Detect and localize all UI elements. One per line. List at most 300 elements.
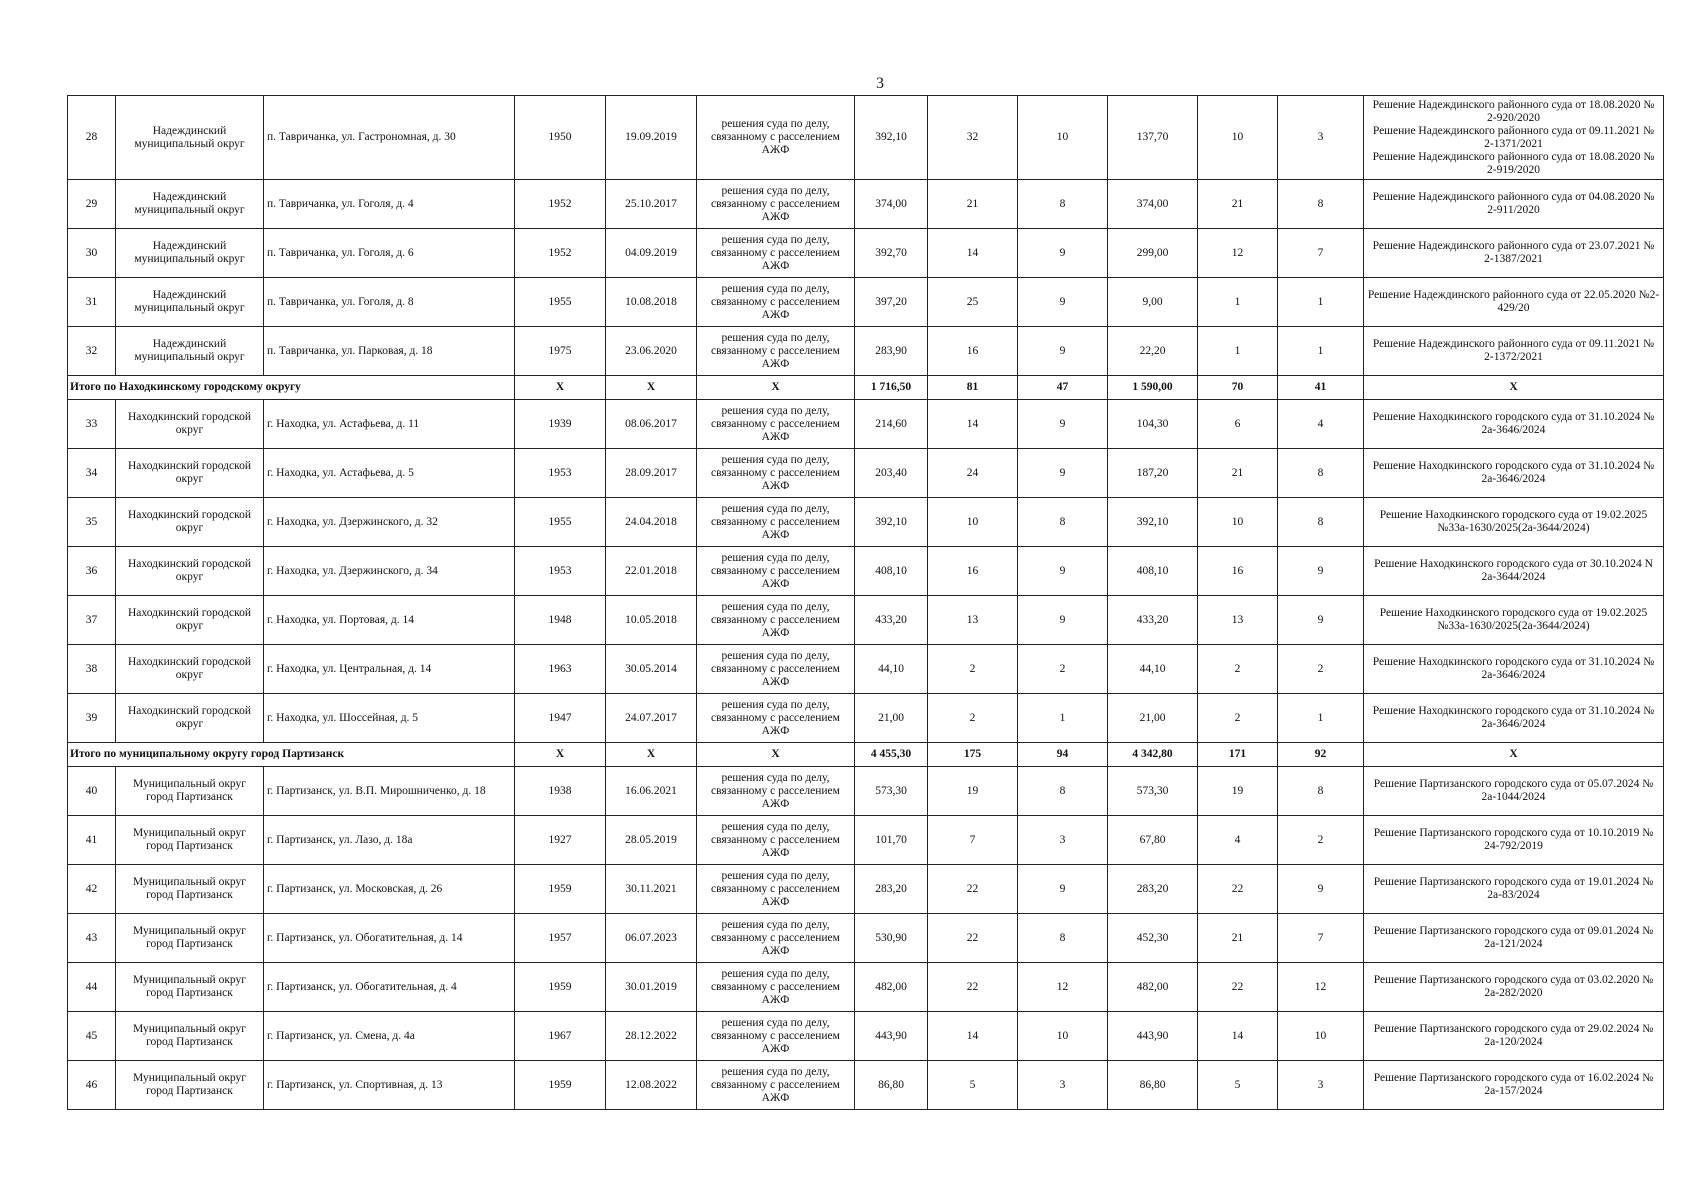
cell-basis: решения суда по делу, связанному с расселением АЖФ xyxy=(697,645,855,694)
cell-rooms-total: 8 xyxy=(1018,180,1108,229)
subtotal-area-total: 1 716,50 xyxy=(855,376,928,400)
cell-recognition-date: 24.04.2018 xyxy=(606,498,697,547)
cell-rooms-total: 9 xyxy=(1018,278,1108,327)
cell-residents-resettle: 12 xyxy=(1198,229,1278,278)
cell-year-built: 1975 xyxy=(515,327,606,376)
cell-municipality: Муниципальный округ город Партизанск xyxy=(116,914,264,963)
cell-basis: решения суда по делу, связанному с расселением АЖФ xyxy=(697,180,855,229)
subtotal-recognition-date: X xyxy=(606,376,697,400)
subtotal-row xyxy=(68,376,1664,400)
table-row xyxy=(68,327,1664,376)
cell-residents-total: 19 xyxy=(928,767,1018,816)
cell-court-decision xyxy=(1364,229,1664,278)
cell-recognition-date: 12.08.2022 xyxy=(606,1061,697,1110)
cell-year-built: 1953 xyxy=(515,449,606,498)
cell-row-number: 29 xyxy=(68,180,116,229)
cell-rooms-total: 8 xyxy=(1018,498,1108,547)
court-decision-text: Решение Находкинского городского суда от 31.10.2024 № 2а-3646/2024 xyxy=(1372,411,1655,436)
cell-area-total: 283,20 xyxy=(855,865,928,914)
cell-court-decision xyxy=(1364,816,1664,865)
cell-area-total: 203,40 xyxy=(855,449,928,498)
court-decision-text: Решение Партизанского городского суда от 10.10.2019 № 24-792/2019 xyxy=(1373,827,1654,852)
cell-address: г. Находка, ул. Портовая, д. 14 xyxy=(264,596,515,645)
cell-year-built: 1963 xyxy=(515,645,606,694)
cell-residents-resettle: 19 xyxy=(1198,767,1278,816)
cell-rooms-resettle: 8 xyxy=(1278,180,1364,229)
cell-row-number: 44 xyxy=(68,963,116,1012)
cell-residents-resettle: 10 xyxy=(1198,96,1278,180)
table-row xyxy=(68,694,1664,743)
cell-court-decision xyxy=(1364,645,1664,694)
cell-address: г. Находка, ул. Дзержинского, д. 34 xyxy=(264,547,515,596)
court-decision-text: Решение Надеждинского районного суда от 04.08.2020 № 2-911/2020 xyxy=(1372,191,1655,216)
cell-basis: решения суда по делу, связанному с расселением АЖФ xyxy=(697,278,855,327)
cell-year-built: 1947 xyxy=(515,694,606,743)
cell-basis: решения суда по делу, связанному с расселением АЖФ xyxy=(697,327,855,376)
subtotal-area-total: 4 455,30 xyxy=(855,743,928,767)
cell-municipality: Находкинский городской округ xyxy=(116,645,264,694)
cell-area-total: 392,10 xyxy=(855,498,928,547)
cell-address: п. Тавричанка, ул. Гоголя, д. 6 xyxy=(264,229,515,278)
cell-residents-total: 16 xyxy=(928,547,1018,596)
table-row xyxy=(68,180,1664,229)
subtotal-year-built: X xyxy=(515,743,606,767)
cell-municipality: Муниципальный округ город Партизанск xyxy=(116,963,264,1012)
cell-basis: решения суда по делу, связанному с расселением АЖФ xyxy=(697,596,855,645)
cell-year-built: 1939 xyxy=(515,400,606,449)
cell-row-number: 43 xyxy=(68,914,116,963)
cell-recognition-date: 28.12.2022 xyxy=(606,1012,697,1061)
subtotal-basis: X xyxy=(697,743,855,767)
court-decision-text: Решение Надеждинского районного суда от 23.07.2021 № 2-1387/2021 xyxy=(1372,240,1655,265)
cell-row-number: 41 xyxy=(68,816,116,865)
subtotal-area-resettle: 1 590,00 xyxy=(1108,376,1198,400)
cell-area-resettle: 22,20 xyxy=(1108,327,1198,376)
cell-residents-total: 25 xyxy=(928,278,1018,327)
cell-address: г. Находка, ул. Астафьева, д. 11 xyxy=(264,400,515,449)
cell-address: г. Находка, ул. Дзержинского, д. 32 xyxy=(264,498,515,547)
table-row xyxy=(68,1061,1664,1110)
cell-rooms-total: 3 xyxy=(1018,816,1108,865)
subtotal-rooms-resettle: 41 xyxy=(1278,376,1364,400)
cell-court-decision xyxy=(1364,278,1664,327)
cell-residents-total: 13 xyxy=(928,596,1018,645)
cell-municipality: Надеждинский муниципальный округ xyxy=(116,278,264,327)
court-decision-text: Решение Партизанского городского суда от 05.07.2024 № 2а-1044/2024 xyxy=(1373,778,1654,803)
cell-area-resettle: 452,30 xyxy=(1108,914,1198,963)
cell-year-built: 1955 xyxy=(515,278,606,327)
cell-row-number: 40 xyxy=(68,767,116,816)
subtotal-rooms-resettle: 92 xyxy=(1278,743,1364,767)
cell-recognition-date: 30.11.2021 xyxy=(606,865,697,914)
cell-residents-resettle: 2 xyxy=(1198,645,1278,694)
cell-residents-total: 22 xyxy=(928,963,1018,1012)
page-number: 3 xyxy=(876,75,884,92)
cell-area-resettle: 443,90 xyxy=(1108,1012,1198,1061)
cell-year-built: 1938 xyxy=(515,767,606,816)
cell-row-number: 33 xyxy=(68,400,116,449)
cell-court-decision xyxy=(1364,1012,1664,1061)
cell-residents-resettle: 21 xyxy=(1198,449,1278,498)
cell-year-built: 1950 xyxy=(515,96,606,180)
cell-residents-resettle: 14 xyxy=(1198,1012,1278,1061)
cell-rooms-resettle: 7 xyxy=(1278,914,1364,963)
cell-municipality: Надеждинский муниципальный округ xyxy=(116,327,264,376)
cell-residents-total: 22 xyxy=(928,865,1018,914)
court-decision-text: Решение Партизанского городского суда от 19.01.2024 № 2а-83/2024 xyxy=(1373,876,1654,901)
cell-rooms-resettle: 1 xyxy=(1278,694,1364,743)
court-decision-text: Решение Находкинского городского суда от 19.02.2025 №33а-1630/2025(2а-3644/2024) xyxy=(1379,509,1648,534)
cell-recognition-date: 28.05.2019 xyxy=(606,816,697,865)
cell-area-total: 433,20 xyxy=(855,596,928,645)
table-row xyxy=(68,816,1664,865)
cell-rooms-total: 9 xyxy=(1018,327,1108,376)
cell-residents-resettle: 13 xyxy=(1198,596,1278,645)
cell-residents-resettle: 22 xyxy=(1198,963,1278,1012)
cell-row-number: 35 xyxy=(68,498,116,547)
table-row xyxy=(68,767,1664,816)
subtotal-court-decision: X xyxy=(1364,376,1664,400)
cell-area-resettle: 44,10 xyxy=(1108,645,1198,694)
table-row xyxy=(68,278,1664,327)
cell-rooms-resettle: 7 xyxy=(1278,229,1364,278)
cell-court-decision xyxy=(1364,914,1664,963)
cell-rooms-total: 10 xyxy=(1018,1012,1108,1061)
subtotal-residents-total: 175 xyxy=(928,743,1018,767)
subtotal-label: Итого по муниципальному округу город Партизанск xyxy=(68,743,515,767)
cell-residents-resettle: 22 xyxy=(1198,865,1278,914)
cell-rooms-total: 9 xyxy=(1018,865,1108,914)
cell-row-number: 46 xyxy=(68,1061,116,1110)
court-decision-text: Решение Надеждинского районного суда от 18.08.2020 № 2-919/2020 xyxy=(1372,150,1655,176)
cell-rooms-resettle: 8 xyxy=(1278,449,1364,498)
cell-area-total: 443,90 xyxy=(855,1012,928,1061)
cell-rooms-total: 12 xyxy=(1018,963,1108,1012)
cell-row-number: 32 xyxy=(68,327,116,376)
cell-rooms-total: 1 xyxy=(1018,694,1108,743)
cell-row-number: 39 xyxy=(68,694,116,743)
cell-area-total: 86,80 xyxy=(855,1061,928,1110)
cell-rooms-resettle: 10 xyxy=(1278,1012,1364,1061)
table-row xyxy=(68,914,1664,963)
cell-area-resettle: 299,00 xyxy=(1108,229,1198,278)
cell-recognition-date: 08.06.2017 xyxy=(606,400,697,449)
cell-residents-resettle: 1 xyxy=(1198,278,1278,327)
cell-residents-resettle: 1 xyxy=(1198,327,1278,376)
cell-rooms-resettle: 3 xyxy=(1278,96,1364,180)
cell-area-resettle: 283,20 xyxy=(1108,865,1198,914)
court-decision-text: Решение Партизанского городского суда от 16.02.2024 № 2а-157/2024 xyxy=(1373,1072,1654,1097)
subtotal-basis: X xyxy=(697,376,855,400)
cell-basis: решения суда по делу, связанному с расселением АЖФ xyxy=(697,694,855,743)
cell-rooms-total: 8 xyxy=(1018,767,1108,816)
cell-area-total: 21,00 xyxy=(855,694,928,743)
cell-row-number: 38 xyxy=(68,645,116,694)
cell-rooms-total: 9 xyxy=(1018,596,1108,645)
cell-area-resettle: 392,10 xyxy=(1108,498,1198,547)
cell-row-number: 30 xyxy=(68,229,116,278)
cell-residents-resettle: 21 xyxy=(1198,914,1278,963)
table-row xyxy=(68,449,1664,498)
cell-area-resettle: 573,30 xyxy=(1108,767,1198,816)
cell-rooms-total: 2 xyxy=(1018,645,1108,694)
cell-recognition-date: 22.01.2018 xyxy=(606,547,697,596)
cell-year-built: 1957 xyxy=(515,914,606,963)
cell-municipality: Муниципальный округ город Партизанск xyxy=(116,816,264,865)
cell-row-number: 42 xyxy=(68,865,116,914)
cell-area-total: 283,90 xyxy=(855,327,928,376)
cell-address: г. Партизанск, ул. Спортивная, д. 13 xyxy=(264,1061,515,1110)
subtotal-rooms-total: 94 xyxy=(1018,743,1108,767)
cell-residents-total: 14 xyxy=(928,1012,1018,1061)
subtotal-court-decision: X xyxy=(1364,743,1664,767)
cell-area-resettle: 433,20 xyxy=(1108,596,1198,645)
cell-rooms-resettle: 2 xyxy=(1278,645,1364,694)
cell-area-total: 397,20 xyxy=(855,278,928,327)
cell-rooms-total: 9 xyxy=(1018,547,1108,596)
cell-court-decision xyxy=(1364,596,1664,645)
cell-basis: решения суда по делу, связанному с расселением АЖФ xyxy=(697,767,855,816)
court-decision-text: Решение Надеждинского районного суда от 18.08.2020 № 2-920/2020 xyxy=(1372,98,1655,124)
cell-basis: решения суда по делу, связанному с расселением АЖФ xyxy=(697,96,855,180)
subtotal-area-resettle: 4 342,80 xyxy=(1108,743,1198,767)
cell-basis: решения суда по делу, связанному с расселением АЖФ xyxy=(697,400,855,449)
cell-year-built: 1953 xyxy=(515,547,606,596)
court-decision-text: Решение Находкинского городского суда от 31.10.2024 № 2а-3646/2024 xyxy=(1372,705,1655,730)
cell-basis: решения суда по делу, связанному с расселением АЖФ xyxy=(697,498,855,547)
cell-year-built: 1955 xyxy=(515,498,606,547)
cell-area-total: 392,70 xyxy=(855,229,928,278)
cell-row-number: 37 xyxy=(68,596,116,645)
cell-area-resettle: 374,00 xyxy=(1108,180,1198,229)
cell-residents-resettle: 2 xyxy=(1198,694,1278,743)
cell-rooms-total: 9 xyxy=(1018,449,1108,498)
cell-row-number: 28 xyxy=(68,96,116,180)
cell-area-total: 374,00 xyxy=(855,180,928,229)
cell-residents-resettle: 6 xyxy=(1198,400,1278,449)
court-decision-text: Решение Находкинского городского суда от 31.10.2024 № 2а-3646/2024 xyxy=(1372,656,1655,681)
cell-rooms-resettle: 9 xyxy=(1278,865,1364,914)
cell-year-built: 1959 xyxy=(515,865,606,914)
table-row xyxy=(68,400,1664,449)
cell-year-built: 1952 xyxy=(515,180,606,229)
cell-area-resettle: 137,70 xyxy=(1108,96,1198,180)
cell-address: г. Находка, ул. Астафьева, д. 5 xyxy=(264,449,515,498)
table-row xyxy=(68,963,1664,1012)
cell-area-total: 44,10 xyxy=(855,645,928,694)
cell-area-total: 530,90 xyxy=(855,914,928,963)
cell-basis: решения суда по делу, связанному с расселением АЖФ xyxy=(697,865,855,914)
cell-area-total: 573,30 xyxy=(855,767,928,816)
subtotal-residents-resettle: 171 xyxy=(1198,743,1278,767)
cell-municipality: Муниципальный округ город Партизанск xyxy=(116,1061,264,1110)
cell-area-total: 214,60 xyxy=(855,400,928,449)
cell-address: г. Партизанск, ул. Обогатительная, д. 4 xyxy=(264,963,515,1012)
cell-area-resettle: 21,00 xyxy=(1108,694,1198,743)
cell-year-built: 1927 xyxy=(515,816,606,865)
cell-rooms-resettle: 9 xyxy=(1278,547,1364,596)
cell-area-resettle: 482,00 xyxy=(1108,963,1198,1012)
cell-municipality: Надеждинский муниципальный округ xyxy=(116,229,264,278)
cell-rooms-resettle: 3 xyxy=(1278,1061,1364,1110)
table-row xyxy=(68,645,1664,694)
cell-area-resettle: 67,80 xyxy=(1108,816,1198,865)
cell-recognition-date: 04.09.2019 xyxy=(606,229,697,278)
cell-rooms-total: 9 xyxy=(1018,229,1108,278)
cell-rooms-total: 8 xyxy=(1018,914,1108,963)
cell-address: г. Находка, ул. Центральная, д. 14 xyxy=(264,645,515,694)
cell-residents-total: 21 xyxy=(928,180,1018,229)
cell-basis: решения суда по делу, связанному с расселением АЖФ xyxy=(697,1061,855,1110)
table-row xyxy=(68,229,1664,278)
court-decision-text: Решение Партизанского городского суда от 29.02.2024 № 2а-120/2024 xyxy=(1373,1023,1654,1048)
cell-recognition-date: 06.07.2023 xyxy=(606,914,697,963)
table-row xyxy=(68,1012,1664,1061)
cell-residents-total: 7 xyxy=(928,816,1018,865)
cell-basis: решения суда по делу, связанному с расселением АЖФ xyxy=(697,449,855,498)
cell-rooms-resettle: 2 xyxy=(1278,816,1364,865)
cell-municipality: Надеждинский муниципальный округ xyxy=(116,96,264,180)
cell-recognition-date: 25.10.2017 xyxy=(606,180,697,229)
cell-basis: решения суда по делу, связанному с расселением АЖФ xyxy=(697,914,855,963)
cell-area-resettle: 104,30 xyxy=(1108,400,1198,449)
subtotal-row xyxy=(68,743,1664,767)
cell-year-built: 1959 xyxy=(515,963,606,1012)
table-row xyxy=(68,865,1664,914)
table-row xyxy=(68,596,1664,645)
cell-rooms-resettle: 9 xyxy=(1278,596,1364,645)
cell-municipality: Муниципальный округ город Партизанск xyxy=(116,767,264,816)
cell-area-resettle: 9,00 xyxy=(1108,278,1198,327)
cell-residents-resettle: 4 xyxy=(1198,816,1278,865)
cell-recognition-date: 10.05.2018 xyxy=(606,596,697,645)
cell-rooms-total: 10 xyxy=(1018,96,1108,180)
cell-area-total: 408,10 xyxy=(855,547,928,596)
subtotal-residents-resettle: 70 xyxy=(1198,376,1278,400)
cell-residents-total: 2 xyxy=(928,694,1018,743)
court-decision-text: Решение Надеждинского районного суда от 09.11.2021 № 2-1371/2021 xyxy=(1372,124,1655,150)
cell-recognition-date: 28.09.2017 xyxy=(606,449,697,498)
court-decision-text: Решение Находкинского городского суда от 31.10.2024 № 2а-3646/2024 xyxy=(1372,460,1655,485)
table-row xyxy=(68,547,1664,596)
cell-rooms-resettle: 8 xyxy=(1278,498,1364,547)
cell-court-decision xyxy=(1364,327,1664,376)
court-decision-text: Решение Находкинского городского суда от 19.02.2025 №33а-1630/2025(2а-3644/2024) xyxy=(1379,607,1648,632)
cell-municipality: Находкинский городской округ xyxy=(116,449,264,498)
cell-address: г. Партизанск, ул. Обогатительная, д. 14 xyxy=(264,914,515,963)
cell-rooms-resettle: 12 xyxy=(1278,963,1364,1012)
cell-area-total: 482,00 xyxy=(855,963,928,1012)
cell-rooms-resettle: 1 xyxy=(1278,327,1364,376)
cell-area-resettle: 187,20 xyxy=(1108,449,1198,498)
cell-basis: решения суда по делу, связанному с расселением АЖФ xyxy=(697,229,855,278)
cell-court-decision xyxy=(1364,498,1664,547)
cell-residents-total: 2 xyxy=(928,645,1018,694)
cell-residents-resettle: 5 xyxy=(1198,1061,1278,1110)
cell-court-decision xyxy=(1364,1061,1664,1110)
subtotal-rooms-total: 47 xyxy=(1018,376,1108,400)
cell-municipality: Находкинский городской округ xyxy=(116,547,264,596)
subtotal-label: Итого по Находкинскому городскому округу xyxy=(68,376,515,400)
court-decision-text: Решение Партизанского городского суда от 09.01.2024 № 2а-121/2024 xyxy=(1373,925,1654,950)
court-decision-text: Решение Надеждинского районного суда от 09.11.2021 № 2-1372/2021 xyxy=(1372,338,1655,363)
cell-row-number: 45 xyxy=(68,1012,116,1061)
cell-row-number: 34 xyxy=(68,449,116,498)
cell-residents-resettle: 10 xyxy=(1198,498,1278,547)
cell-residents-total: 32 xyxy=(928,96,1018,180)
cell-municipality: Находкинский городской округ xyxy=(116,694,264,743)
cell-court-decision xyxy=(1364,400,1664,449)
cell-row-number: 36 xyxy=(68,547,116,596)
cell-residents-total: 14 xyxy=(928,400,1018,449)
cell-address: г. Находка, ул. Шоссейная, д. 5 xyxy=(264,694,515,743)
cell-residents-total: 14 xyxy=(928,229,1018,278)
cell-year-built: 1967 xyxy=(515,1012,606,1061)
cell-row-number: 31 xyxy=(68,278,116,327)
cell-basis: решения суда по делу, связанному с расселением АЖФ xyxy=(697,816,855,865)
cell-rooms-resettle: 8 xyxy=(1278,767,1364,816)
cell-municipality: Находкинский городской округ xyxy=(116,596,264,645)
cell-municipality: Муниципальный округ город Партизанск xyxy=(116,1012,264,1061)
cell-residents-total: 5 xyxy=(928,1061,1018,1110)
cell-area-total: 101,70 xyxy=(855,816,928,865)
cell-court-decision xyxy=(1364,865,1664,914)
cell-court-decision xyxy=(1364,449,1664,498)
cell-basis: решения суда по делу, связанному с расселением АЖФ xyxy=(697,547,855,596)
subtotal-recognition-date: X xyxy=(606,743,697,767)
cell-address: п. Тавричанка, ул. Гоголя, д. 4 xyxy=(264,180,515,229)
cell-basis: решения суда по делу, связанному с расселением АЖФ xyxy=(697,1012,855,1061)
cell-municipality: Надеждинский муниципальный округ xyxy=(116,180,264,229)
cell-residents-resettle: 16 xyxy=(1198,547,1278,596)
court-decision-text: Решение Партизанского городского суда от 03.02.2020 № 2а-282/2020 xyxy=(1373,974,1654,999)
table-row xyxy=(68,96,1664,180)
cell-address: п. Тавричанка, ул. Парковая, д. 18 xyxy=(264,327,515,376)
cell-rooms-resettle: 4 xyxy=(1278,400,1364,449)
cell-basis: решения суда по делу, связанному с расселением АЖФ xyxy=(697,963,855,1012)
court-decision-text: Решение Надеждинского районного суда от 22.05.2020 №2-429/20 xyxy=(1367,289,1660,314)
cell-residents-total: 24 xyxy=(928,449,1018,498)
cell-area-resettle: 408,10 xyxy=(1108,547,1198,596)
cell-rooms-resettle: 1 xyxy=(1278,278,1364,327)
cell-address: г. Партизанск, ул. Московская, д. 26 xyxy=(264,865,515,914)
cell-year-built: 1948 xyxy=(515,596,606,645)
cell-court-decision xyxy=(1364,694,1664,743)
cell-residents-total: 16 xyxy=(928,327,1018,376)
cell-municipality: Находкинский городской округ xyxy=(116,400,264,449)
cell-recognition-date: 19.09.2019 xyxy=(606,96,697,180)
cell-court-decision xyxy=(1364,767,1664,816)
cell-court-decision xyxy=(1364,963,1664,1012)
cell-address: г. Партизанск, ул. Смена, д. 4а xyxy=(264,1012,515,1061)
table-row xyxy=(68,498,1664,547)
cell-residents-total: 22 xyxy=(928,914,1018,963)
subtotal-year-built: X xyxy=(515,376,606,400)
cell-court-decision xyxy=(1364,547,1664,596)
cell-municipality: Находкинский городской округ xyxy=(116,498,264,547)
cell-recognition-date: 30.01.2019 xyxy=(606,963,697,1012)
cell-court-decision xyxy=(1364,180,1664,229)
cell-recognition-date: 10.08.2018 xyxy=(606,278,697,327)
cell-area-total: 392,10 xyxy=(855,96,928,180)
housing-register-table xyxy=(67,95,1664,1110)
cell-municipality: Муниципальный округ город Партизанск xyxy=(116,865,264,914)
cell-recognition-date: 30.05.2014 xyxy=(606,645,697,694)
cell-address: п. Тавричанка, ул. Гоголя, д. 8 xyxy=(264,278,515,327)
cell-court-decision xyxy=(1364,96,1664,180)
cell-residents-resettle: 21 xyxy=(1198,180,1278,229)
cell-rooms-total: 9 xyxy=(1018,400,1108,449)
